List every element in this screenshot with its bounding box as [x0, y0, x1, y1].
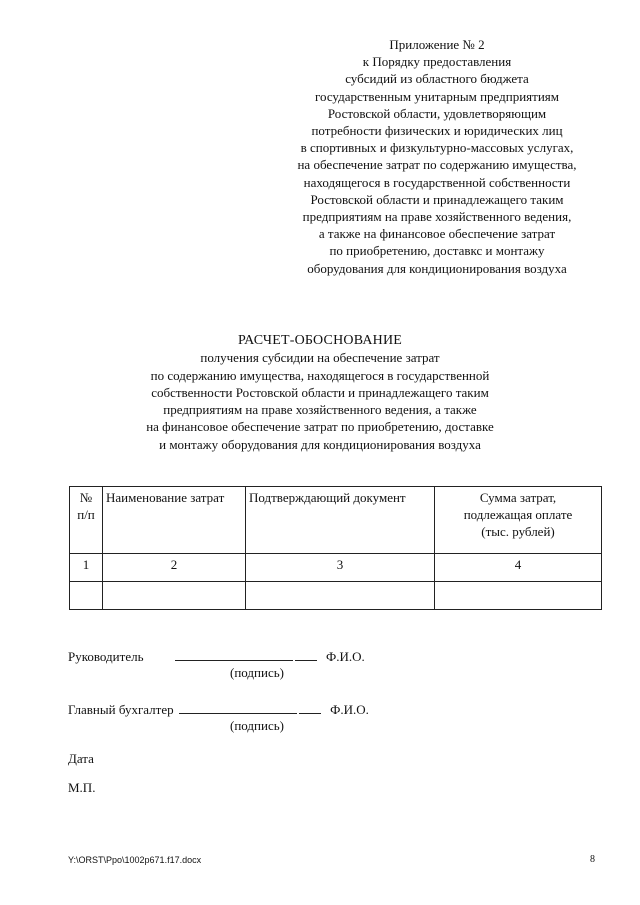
head-label: Руководитель	[68, 649, 144, 664]
table-cell: 4	[435, 554, 602, 582]
appendix-block	[272, 36, 602, 277]
accountant-signature-field-tail	[299, 701, 321, 714]
appendix-line: Ростовской области и принадлежащего таким	[310, 191, 564, 207]
header-number: № п/п	[70, 487, 103, 554]
table-cell: 3	[246, 554, 435, 582]
page-number: 8	[590, 854, 595, 865]
table-cell: 1	[70, 554, 103, 582]
header-cost-name: Наименование затрат	[103, 487, 246, 554]
appendix-line: субсидий из областного бюджета	[345, 71, 529, 87]
calculation-table	[69, 486, 602, 610]
appendix-line: Ростовской области, удовлетворяющим	[327, 105, 547, 121]
accountant-fio: Ф.И.О.	[330, 702, 369, 717]
footer-file-path: Y:\ORST\Ppo\1002p671.f17.docx	[68, 855, 202, 865]
head-signature-field-tail	[295, 648, 317, 661]
table-header-row	[70, 487, 602, 554]
head-fio: Ф.И.О.	[326, 649, 365, 664]
appendix-line: государственным унитарным предприятиям	[314, 88, 559, 104]
date-label: Дата	[68, 751, 94, 766]
table-cell	[70, 582, 103, 610]
head-signature-line	[68, 648, 365, 665]
head-signature-field	[175, 648, 293, 661]
appendix-line: по приобретению, доставкс и монтажу	[329, 243, 545, 259]
title-line: собственности Ростовской области и принадлежащего таким	[151, 384, 489, 400]
accountant-signature-field	[179, 701, 297, 714]
title-line: по содержанию имущества, находящегося в государственной	[150, 367, 490, 383]
table-row	[70, 554, 602, 582]
appendix-line: оборудования для кондиционирования воздуха	[307, 260, 567, 276]
header-sum: Сумма затрат, подлежащая оплате (тыс. рублей)	[435, 487, 602, 554]
table-cell	[435, 582, 602, 610]
appendix-line: в спортивных и физкультурно-массовых услугах,	[300, 140, 574, 156]
title-line: и монтажу оборудования для кондиционирования воздуха	[159, 436, 481, 452]
table-cell	[103, 582, 246, 610]
appendix-line: Приложение № 2	[389, 37, 485, 52]
document-title-block	[60, 332, 580, 453]
accountant-signature-hint: (подпись)	[230, 718, 284, 733]
title-line: получения субсидии на обеспечение затрат	[200, 350, 440, 366]
head-signature-hint: (подпись)	[230, 665, 284, 680]
accountant-label: Главный бухгалтер	[68, 702, 174, 717]
accountant-signature-line	[68, 701, 369, 718]
table-cell	[246, 582, 435, 610]
document-title: РАСЧЕТ-ОБОСНОВАНИЕ	[237, 333, 403, 348]
header-document: Подтверждающий документ	[246, 487, 435, 554]
table-row	[70, 582, 602, 610]
stamp-label: М.П.	[68, 780, 96, 795]
table-cell: 2	[103, 554, 246, 582]
appendix-line: к Порядку предоставления	[362, 54, 512, 70]
appendix-line: на обеспечение затрат по содержанию имущества,	[297, 157, 577, 173]
appendix-line: предприятиям на праве хозяйственного ведения,	[302, 209, 572, 225]
appendix-line: находящегося в государственной собственности	[303, 174, 571, 190]
title-line: предприятиям на праве хозяйственного ведения, а также	[163, 402, 477, 418]
appendix-line: потребности физических и юридических лиц	[311, 123, 563, 139]
title-line: на финансовое обеспечение затрат по приобретению, доставке	[146, 419, 494, 435]
appendix-line: а также на финансовое обеспечение затрат	[318, 226, 556, 242]
